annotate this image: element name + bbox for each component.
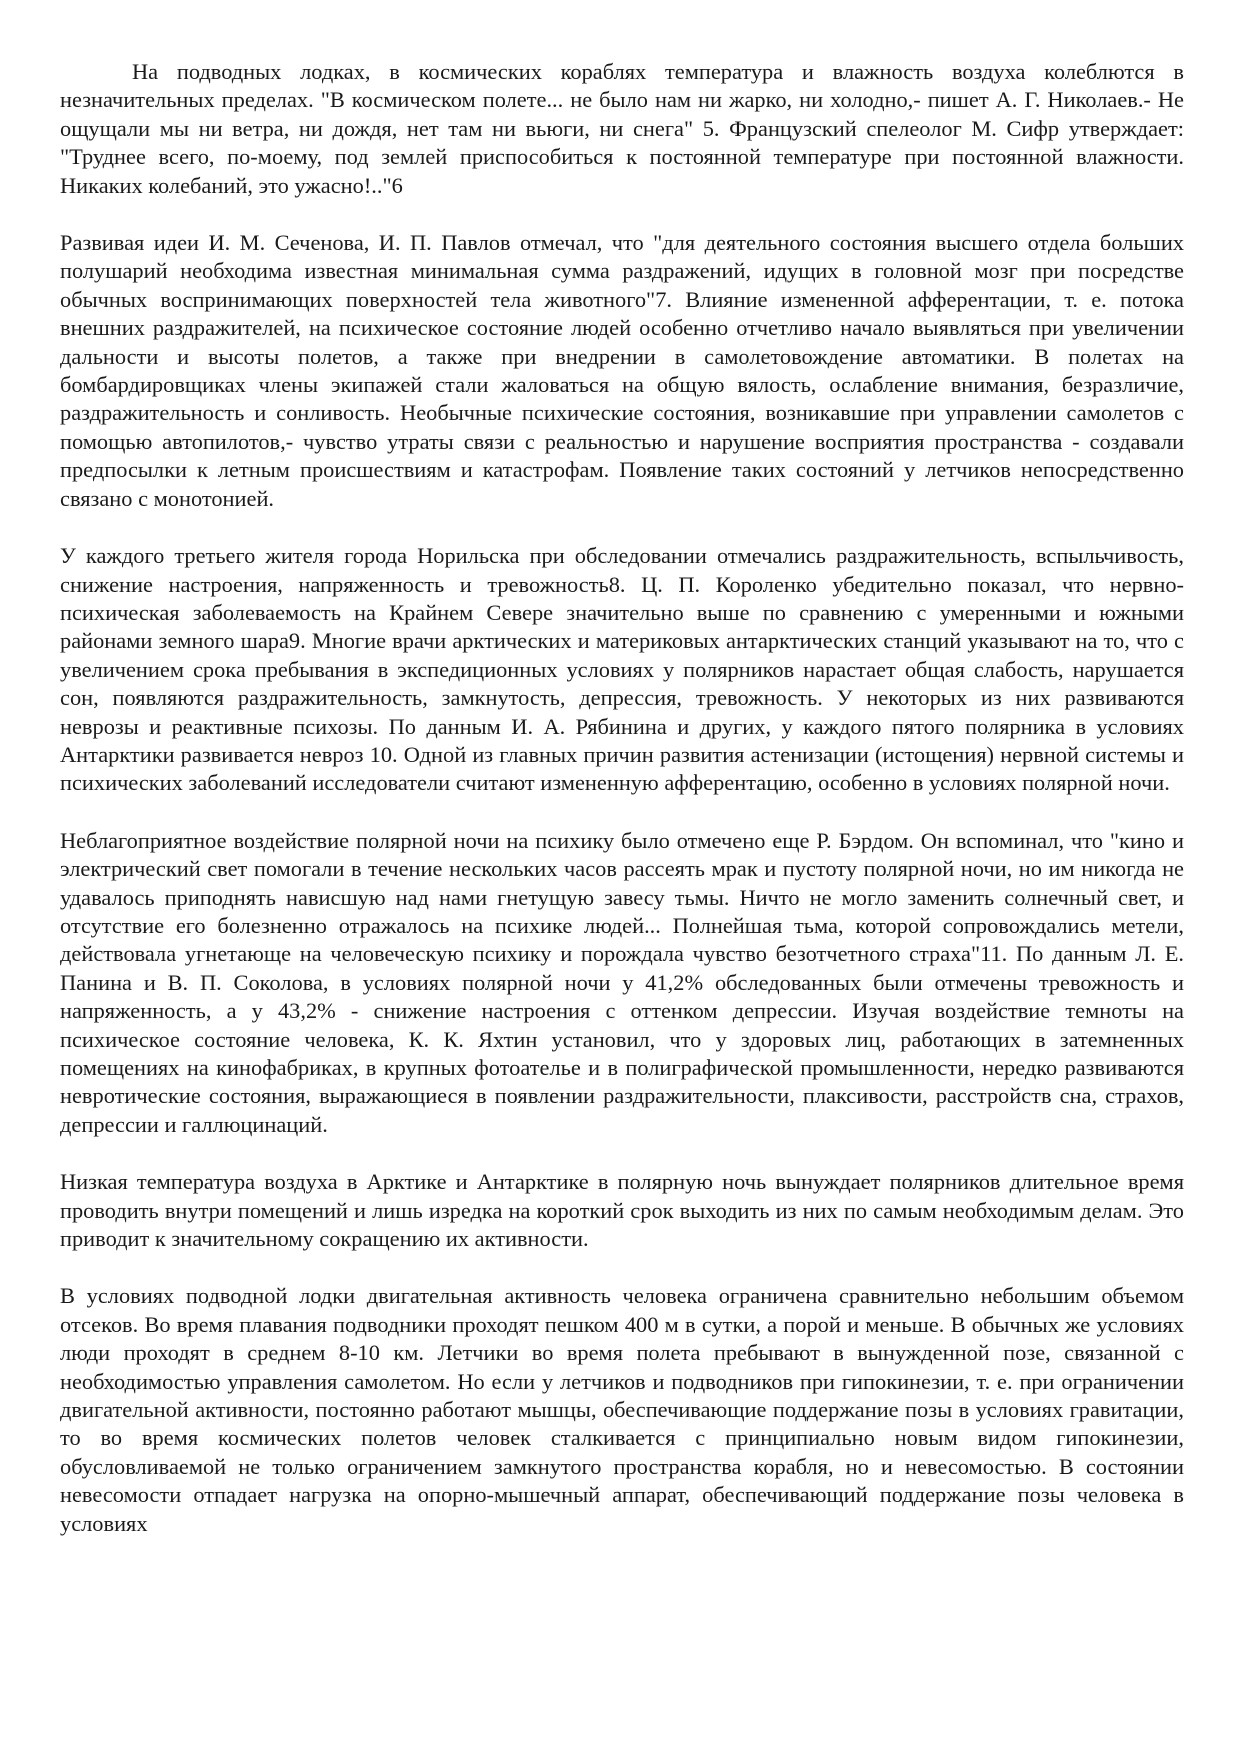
paragraph-hypokinesia-weightlessness: В условиях подводной лодки двигательная активность человека ограничена сравнительно небольшим объемом отсеков. Во время плавания подводники проходят пешком 400 м в сутки, а порой и меньше. В обычных же условиях люди проходят в среднем 8-10 км. Летчики во время полета пребывают в вынужденной позе, связанной с необходимостью управления самолетом. Но если у летчиков и подводников при гипокинезии, т. е. при ограничении двигательной активности, постоянно работают мышцы, обеспечивающие поддержание позы в условиях гравитации, то во время космических полетов человек сталкивается с принципиально новым видом гипокинезии, обусловливаемой не только ограничением замкнутого пространства корабля, но и невесомостью. В состоянии невесомости отпадает нагрузка на опорно-мышечный аппарат, обеспечивающий поддержание позы человека в условиях (60, 1283, 1184, 1536)
paragraph-pavlov-afferentation: Развивая идеи И. М. Сеченова, И. П. Павлов отмечал, что "для деятельного состояния высшего отдела больших полушарий необходима известная минимальная сумма раздражений, идущих в головной мозг при посредстве обычных воспринимающих поверхностей тела животного"7. Влияние измененной афферентации, т. е. потока внешних раздражителей, на психическое состояние людей особенно отчетливо начало выявляться при увеличении дальности и высоты полетов, а также при внедрении в самолетовождение автоматики. В полетах на бомбардировщиках члены экипажей стали жаловаться на общую вялость, ослабление внимания, безразличие, раздражительность и сонливость. Необычные психические состояния, возникавшие при управлении самолетов с помощью автопилотов,- чувство утраты связи с реальностью и нарушение восприятия пространства - создавали предпосылки к летным происшествиям и катастрофам. Появление таких состояний у летчиков непосредственно связано с монотонией. (60, 230, 1184, 511)
paragraph-norilsk-polar-stations: У каждого третьего жителя города Норильска при обследовании отмечались раздражительность, вспыльчивость, снижение настроения, напряженность и тревожность8. Ц. П. Короленко убедительно показал, что нервно-психическая заболеваемость на Крайнем Севере значительно выше по сравнению с умеренными и южными районами земного шара9. Многие врачи арктических и материковых антарктических станций указывают на то, что с увеличением срока пребывания в экспедиционных условиях у полярников нарастает общая слабость, нарушается сон, появляются раздражительность, замкнутость, депрессия, тревожность. У некоторых из них развиваются неврозы и реактивные психозы. По данным И. А. Рябинина и других, у каждого пятого полярника в условиях Антарктики развивается невроз 10. Одной из главных причин развития астенизации (истощения) нервной системы и психических заболеваний исследователи считают измененную афферентацию, особенно в условиях полярной ночи. (60, 543, 1184, 796)
paragraph-polar-night-byrd: Неблагоприятное воздействие полярной ночи на психику было отмечено еще Р. Бэрдом. Он вспоминал, что "кино и электрический свет помогали в течение нескольких часов рассеять мрак и пустоту полярной ночи, но им никогда не удавалось приподнять нависшую над нами гнетущую завесу тьмы. Ничто не могло заменить солнечный свет, и отсутствие его болезненно отражалось на психике людей... Полнейшая тьма, которой сопровождались метели, действовала угнетающе на человеческую психику и порождала чувство безотчетного страха"11. По данным Л. Е. Панина и В. П. Соколова, в условиях полярной ночи у 41,2% обследованных были отмечены тревожность и напряженность, а у 43,2% - снижение настроения с оттенком депрессии. Изучая воздействие темноты на психическое состояние человека, К. К. Яхтин установил, что у здоровых лиц, работающих в затемненных помещениях на кинофабриках, в крупных фотоателье и в полиграфической промышленности, нередко развиваются невротические состояния, выражающиеся в появлении раздражительности, плаксивости, расстройств сна, страхов, депрессии и галлюцинаций. (60, 827, 1184, 1137)
paragraph-submarines-spacecraft-humidity: На подводных лодках, в космических кораблях температура и влажность воздуха колеблются в незначительных пределах. "В космическом полете... не было нам ни жарко, ни холодно,- пишет А. Г. Николаев.- Не ощущали мы ни ветра, ни дождя, нет там ни вьюги, ни снега" 5. Французский спелеолог М. Сифр утверждает: "Труднее всего, по-моему, под землей приспособиться к постоянной температуре при постоянной влажности. Никаких колебаний, это ужасно!.."6 (60, 59, 1184, 198)
paragraph-low-temperature-activity: Низкая температура воздуха в Арктике и Антарктике в полярную ночь вынуждает полярников длительное время проводить внутри помещений и лишь изредка на короткий срок выходить из них по самым необходимым делам. Это приводит к значительному сокращению их активности. (60, 1169, 1184, 1252)
